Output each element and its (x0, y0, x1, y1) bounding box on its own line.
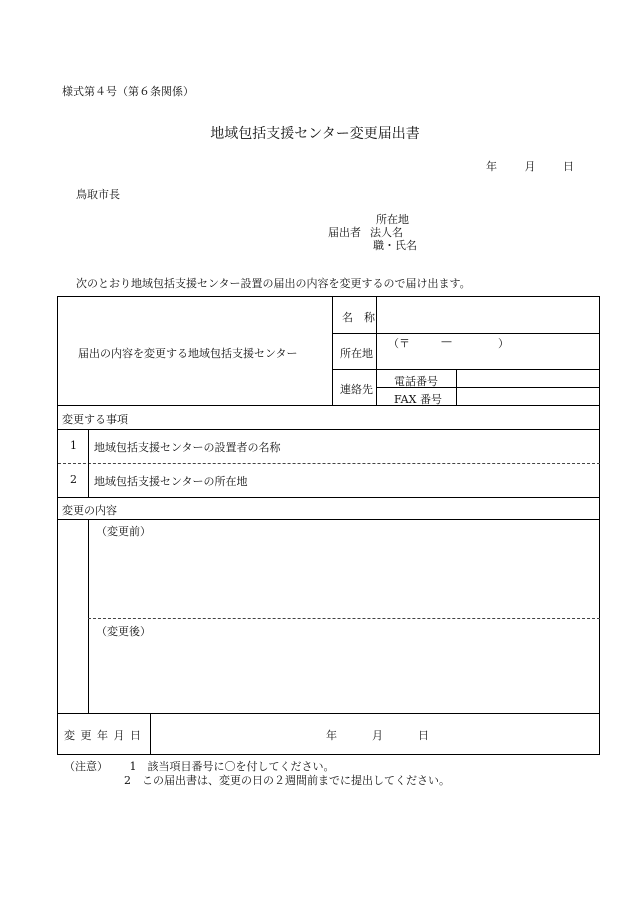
item-number[interactable]: 2 (70, 473, 77, 486)
fax-label: FAX 番号 (394, 393, 442, 406)
change-form-table (57, 296, 600, 755)
change-content-label: 変更の内容 (62, 504, 117, 517)
postal-close: ） (498, 337, 509, 350)
name-label: 名 称 (342, 311, 375, 324)
notes (64, 760, 450, 787)
location-label: 所在地 (340, 347, 373, 360)
submission-date (486, 158, 574, 174)
date-day: 日 (563, 160, 574, 173)
notes-label: （注意） (64, 760, 108, 773)
center-label: 届出の内容を変更する地域包括支援センター (78, 347, 298, 360)
after-label: （変更後） (96, 625, 151, 638)
applicant-address-label: 所在地 (376, 213, 409, 226)
form-number: 様式第４号（第６条関係） (62, 85, 194, 98)
contact-label: 連絡先 (340, 383, 373, 396)
postal-open: （〒 (388, 337, 410, 350)
change-items-label: 変更する事項 (62, 413, 128, 426)
applicant-name-label: 職・氏名 (373, 239, 417, 252)
document-title: 地域包括支援センター変更届出書 (210, 126, 420, 142)
before-label: （変更前） (96, 525, 151, 538)
item-text: 地域包括支援センターの所在地 (94, 475, 248, 488)
note-1: 1 該当項目番号に〇を付してください。 (129, 760, 335, 773)
postal-dash: — (441, 335, 452, 348)
change-day: 日 (418, 729, 429, 742)
note-2: 2 この届出書は、変更の日の２週間前までに提出してください。 (124, 774, 450, 787)
item-text: 地域包括支援センターの設置者の名称 (94, 441, 281, 454)
change-year: 年 (326, 729, 337, 742)
date-month: 月 (524, 160, 536, 173)
addressee: 鳥取市長 (76, 188, 120, 201)
item-number[interactable]: 1 (70, 439, 77, 452)
change-date-label: 変 更 年 月 日 (64, 729, 142, 742)
applicant-corporation-label: 法人名 (370, 226, 403, 239)
phone-label: 電話番号 (394, 375, 438, 388)
date-year: 年 (486, 160, 497, 173)
change-month: 月 (372, 729, 383, 742)
statement: 次のとおり地域包括支援センター設置の届出の内容を変更するので届け出ます。 (76, 277, 471, 290)
applicant-label: 届出者 (328, 226, 361, 239)
